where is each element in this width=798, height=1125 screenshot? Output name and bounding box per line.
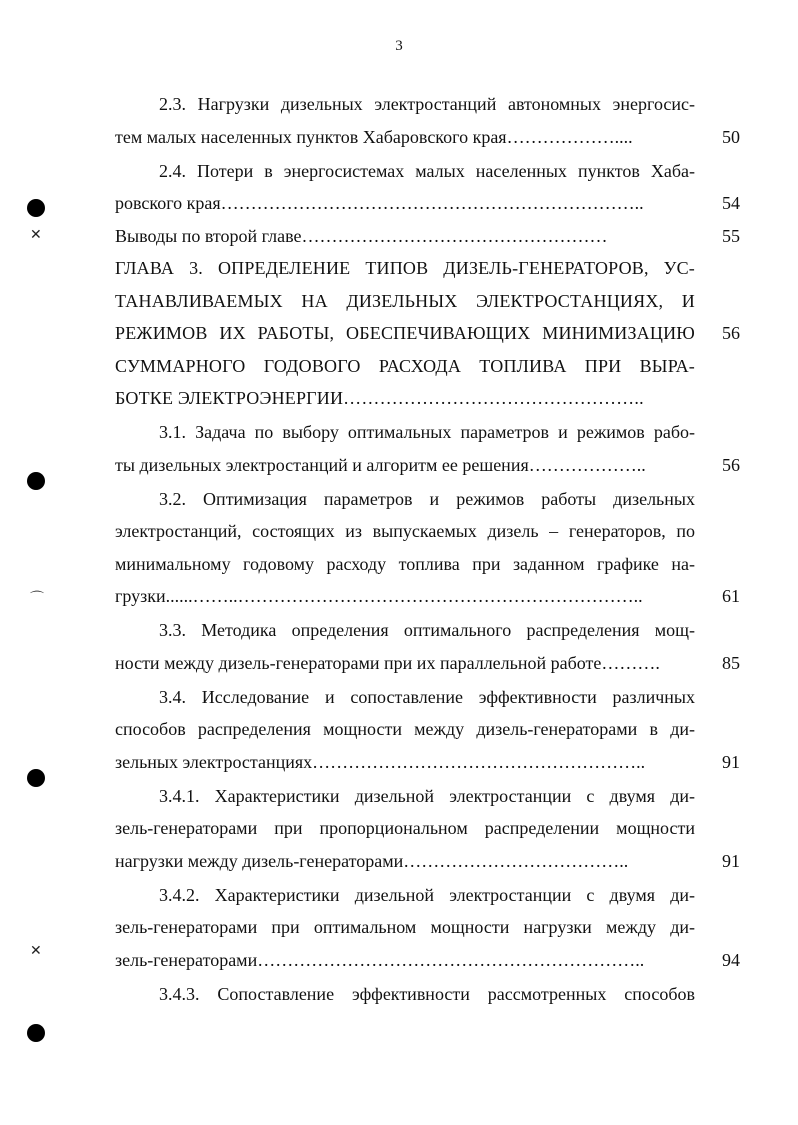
- toc-entry-text: 2.3. Нагрузки дизельных электростанций автономных энергосис-: [159, 94, 695, 114]
- binder-hole-dot: [27, 472, 45, 490]
- toc-entry-text: Выводы по второй главе……………………………………………: [115, 225, 608, 246]
- toc-entry-text: ты дизельных электростанций и алгоритм ее решения………………..: [115, 454, 646, 475]
- toc-page-number: 56: [722, 323, 740, 343]
- toc-page-number: 55: [722, 225, 740, 246]
- toc-entry-2-4[interactable]: [115, 155, 740, 220]
- toc-entry-text: РЕЖИМОВ ИХ РАБОТЫ, ОБЕСПЕЧИВАЮЩИХ МИНИМИЗАЦИЮ: [115, 323, 695, 343]
- toc-page-number: 85: [722, 652, 740, 673]
- toc-entry-text: 3.4.1. Характеристики дизельной электростанции с двумя ди-: [159, 785, 695, 806]
- table-of-contents: [115, 88, 740, 1010]
- binder-hole-dot: [27, 769, 45, 787]
- scan-mark-icon: ⌒: [30, 591, 44, 607]
- toc-entry-text: БОТКЕ ЭЛЕКТРОЭНЕРГИИ…………………………………………..: [115, 388, 644, 408]
- toc-entry-text: 3.1. Задача по выбору оптимальных параметров и режимов рабо-: [159, 422, 695, 442]
- toc-page-number: 61: [722, 586, 740, 606]
- toc-entry-text: 3.3. Методика определения оптимального распределения мощ-: [159, 620, 695, 640]
- toc-entry-3-4[interactable]: [115, 681, 740, 779]
- toc-entry-text: зель-генераторами………………………………………………………..: [115, 949, 645, 970]
- toc-entry-3-4-2[interactable]: [115, 879, 740, 977]
- toc-entry-text: 2.4. Потери в энергосистемах малых населенных пунктов Хаба-: [159, 160, 695, 181]
- toc-entry-text: зель-генераторами при пропорциональном распределении мощности: [115, 818, 695, 838]
- toc-entry-3-4-3[interactable]: [115, 978, 740, 1011]
- toc-entry-text: минимальному годовому расходу топлива при заданном графике на-: [115, 553, 695, 574]
- scan-mark-icon: ✕: [30, 227, 42, 243]
- toc-entry-chapter-3[interactable]: [115, 252, 740, 415]
- toc-entry-text: тем малых населенных пунктов Хабаровского края………………....: [115, 126, 633, 147]
- toc-entry-text: зельных электростанциях………………………………………………..: [115, 751, 646, 772]
- toc-entry-text: грузки......……..…………………………………………………………..: [115, 586, 643, 606]
- toc-entry-text: 3.2. Оптимизация параметров и режимов работы дизельных: [159, 488, 695, 509]
- toc-page-number: 50: [722, 126, 740, 147]
- binder-hole-dot: [27, 1024, 45, 1042]
- toc-entry-3-4-1[interactable]: [115, 780, 740, 878]
- toc-entry-text: ГЛАВА 3. ОПРЕДЕЛЕНИЕ ТИПОВ ДИЗЕЛЬ-ГЕНЕРАТОРОВ, УС-: [115, 258, 695, 278]
- toc-entry-text: ности между дизель-генераторами при их параллельной работе……….: [115, 652, 660, 673]
- toc-page-number: 54: [722, 193, 740, 213]
- scan-mark-icon: ✕: [30, 943, 42, 959]
- toc-page-number: 94: [722, 949, 740, 970]
- toc-entry-text: ТАНАВЛИВАЕМЫХ НА ДИЗЕЛЬНЫХ ЭЛЕКТРОСТАНЦИЯХ, И: [115, 290, 695, 311]
- toc-page-number: 91: [722, 751, 740, 772]
- toc-entry-text: электростанций, состоящих из выпускаемых дизель – генераторов, по: [115, 521, 695, 541]
- toc-entry-text: 3.4. Исследование и сопоставление эффективности различных: [159, 686, 695, 707]
- toc-entry-3-3[interactable]: [115, 614, 740, 679]
- toc-entry-text: 3.4.2. Характеристики дизельной электростанции с двумя ди-: [159, 884, 695, 905]
- toc-entry-text: зель-генераторами при оптимальном мощности нагрузки между ди-: [115, 917, 695, 937]
- toc-entry-text: способов распределения мощности между дизель-генераторами в ди-: [115, 719, 695, 739]
- toc-entry-text: ровского края……………………………………………………………..: [115, 193, 644, 213]
- toc-page-number: 56: [722, 454, 740, 475]
- toc-entry-3-2[interactable]: [115, 483, 740, 613]
- page-number: 3: [395, 38, 403, 54]
- toc-entry-conclusions-chapter-2[interactable]: [115, 220, 740, 253]
- toc-entry-2-3[interactable]: [115, 88, 740, 153]
- toc-entry-text: 3.4.3. Сопоставление эффективности рассмотренных способов: [159, 983, 695, 1004]
- toc-entry-text: СУММАРНОГО ГОДОВОГО РАСХОДА ТОПЛИВА ПРИ ВЫРА-: [115, 355, 695, 376]
- binder-hole-dot: [27, 199, 45, 217]
- toc-entry-text: нагрузки между дизель-генераторами………………………………..: [115, 850, 629, 871]
- toc-entry-3-1[interactable]: [115, 416, 740, 481]
- toc-page-number: 91: [722, 850, 740, 871]
